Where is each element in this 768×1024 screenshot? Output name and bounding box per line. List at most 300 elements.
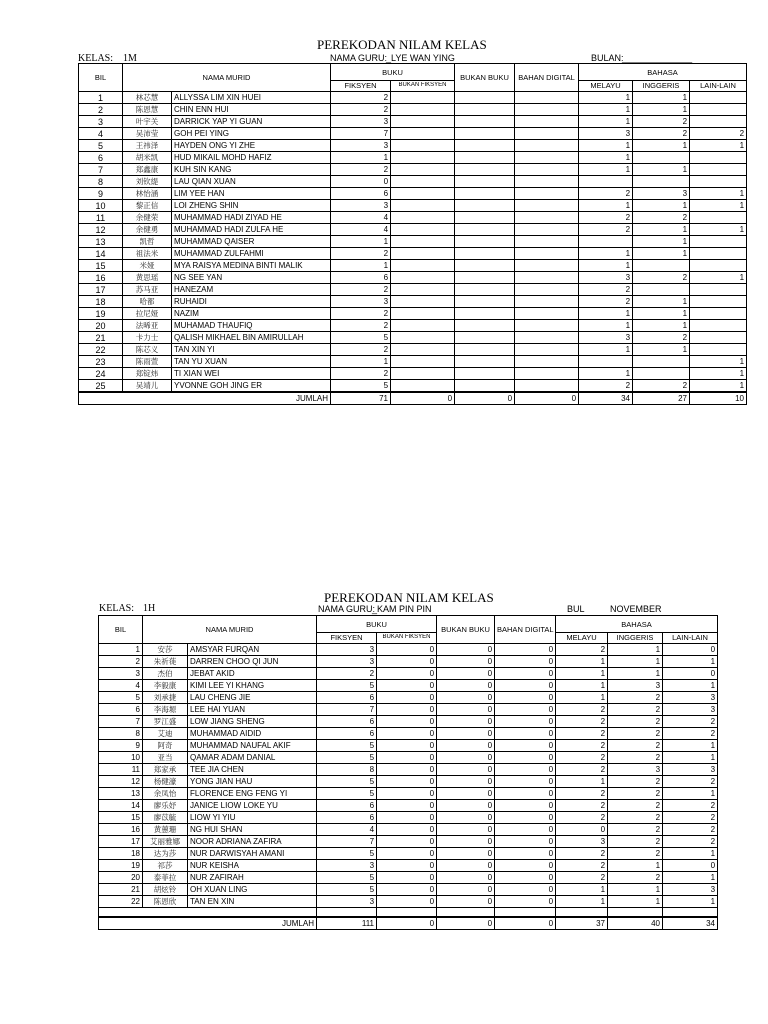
melayu-count: 2 [579, 380, 633, 393]
lain-lain-count [690, 308, 747, 320]
bukan-fiksyen-count [391, 308, 455, 320]
bukan-fiksyen-count: 0 [377, 680, 437, 692]
student-number: 3 [99, 668, 143, 680]
bahan-digital-count: 0 [495, 884, 556, 896]
bukan-fiksyen-count: 0 [377, 848, 437, 860]
guru-value: _LYE WAN YING [386, 53, 455, 63]
melayu-count: 2 [579, 224, 633, 236]
student-name: HUD MIKAIL MOHD HAFIZ [172, 152, 331, 164]
table-row [99, 752, 718, 764]
bukan-fiksyen-count [391, 140, 455, 152]
fiksyen-count: 6 [317, 800, 377, 812]
lain-lain-count: 2 [663, 824, 718, 836]
bahan-digital-count [515, 164, 579, 176]
student-number: 13 [79, 236, 123, 248]
melayu-count: 3 [556, 836, 608, 848]
student-number: 9 [99, 740, 143, 752]
total-bukan-fiksyen: 0 [377, 917, 437, 929]
bahan-digital-count [515, 296, 579, 308]
melayu-count: 2 [556, 752, 608, 764]
inggeris-count: 2 [633, 116, 690, 128]
total-melayu: 34 [579, 392, 633, 404]
bukan-fiksyen-count [391, 152, 455, 164]
lain-lain-count [690, 92, 747, 104]
student-chinese-name: 艾丽雅娜 [143, 836, 188, 848]
inggeris-count: 1 [633, 224, 690, 236]
inggeris-count: 3 [608, 680, 663, 692]
student-chinese-name: 泰菲拉 [143, 872, 188, 884]
melayu-count: 1 [579, 248, 633, 260]
bukan-buku-count [455, 332, 515, 344]
melayu-count: 1 [556, 668, 608, 680]
total-row [79, 392, 747, 404]
student-chinese-name: 安莎 [143, 644, 188, 656]
table-row [99, 788, 718, 800]
bahan-digital-count [515, 212, 579, 224]
student-chinese-name: 拉尼娅 [123, 308, 172, 320]
fiksyen-count: 2 [331, 368, 391, 380]
bahan-digital-count [515, 188, 579, 200]
student-name: LIOW YI YIU [188, 812, 317, 824]
lain-lain-count: 1 [663, 740, 718, 752]
student-chinese-name: 艾迪 [143, 728, 188, 740]
student-name: DARRICK YAP YI GUAN [172, 116, 331, 128]
inggeris-count: 1 [608, 860, 663, 872]
student-number: 12 [79, 224, 123, 236]
lain-lain-count: 1 [663, 848, 718, 860]
lain-lain-count [690, 212, 747, 224]
inggeris-count: 2 [633, 272, 690, 284]
student-name: NAZIM [172, 308, 331, 320]
lain-lain-count [690, 164, 747, 176]
table-row [99, 728, 718, 740]
inggeris-count: 2 [608, 728, 663, 740]
fiksyen-count: 5 [317, 740, 377, 752]
fiksyen-count: 5 [317, 872, 377, 884]
total-inggeris: 27 [633, 392, 690, 404]
student-number: 7 [99, 716, 143, 728]
student-rows [99, 644, 718, 908]
total-lain-lain: 10 [690, 392, 747, 404]
student-number: 19 [99, 860, 143, 872]
melayu-count: 1 [579, 320, 633, 332]
melayu-count: 0 [556, 824, 608, 836]
bukan-fiksyen-count [391, 92, 455, 104]
bukan-fiksyen-count [391, 188, 455, 200]
student-name: NUR DARWISYAH AMANI [188, 848, 317, 860]
nilam-table [78, 63, 747, 405]
melayu-count: 2 [556, 728, 608, 740]
bulan-label: BUL [567, 604, 585, 614]
bukan-fiksyen-count: 0 [377, 800, 437, 812]
student-number: 21 [99, 884, 143, 896]
bahan-digital-count: 0 [495, 788, 556, 800]
bukan-buku-count [455, 116, 515, 128]
lain-lain-count [690, 116, 747, 128]
fiksyen-count: 2 [331, 344, 391, 356]
lain-lain-count [690, 344, 747, 356]
student-number: 21 [79, 332, 123, 344]
melayu-count: 2 [556, 860, 608, 872]
bahan-digital-count: 0 [495, 692, 556, 704]
col-bahasa: BAHASA [579, 64, 747, 81]
lain-lain-count: 1 [690, 380, 747, 393]
table-row [79, 212, 747, 224]
bukan-fiksyen-count: 0 [377, 860, 437, 872]
melayu-count: 2 [579, 212, 633, 224]
bahan-digital-count: 0 [495, 896, 556, 908]
student-chinese-name: 米娅 [123, 260, 172, 272]
melayu-count: 2 [556, 704, 608, 716]
fiksyen-count: 7 [317, 704, 377, 716]
bahan-digital-count [515, 356, 579, 368]
bukan-fiksyen-count [391, 356, 455, 368]
lain-lain-count: 0 [663, 668, 718, 680]
bukan-buku-count: 0 [437, 656, 495, 668]
student-chinese-name: 朱祈蓰 [143, 656, 188, 668]
bukan-buku-count: 0 [437, 680, 495, 692]
bukan-fiksyen-count [391, 128, 455, 140]
table-row [79, 344, 747, 356]
total-label: JUMLAH [79, 392, 331, 404]
bukan-buku-count [455, 380, 515, 393]
student-number: 12 [99, 776, 143, 788]
bukan-fiksyen-count [391, 224, 455, 236]
inggeris-count [633, 260, 690, 272]
student-number: 14 [79, 248, 123, 260]
bukan-buku-count: 0 [437, 740, 495, 752]
bukan-fiksyen-count: 0 [377, 656, 437, 668]
fiksyen-count: 2 [331, 92, 391, 104]
bahan-digital-count: 0 [495, 848, 556, 860]
table-row [99, 836, 718, 848]
table-row [99, 668, 718, 680]
student-number: 15 [79, 260, 123, 272]
inggeris-count: 2 [608, 716, 663, 728]
student-number: 3 [79, 116, 123, 128]
student-number: 10 [79, 200, 123, 212]
kelas-value: 1M [123, 53, 137, 64]
fiksyen-count: 5 [317, 848, 377, 860]
student-rows [79, 92, 747, 393]
col-lain-lain: LAIN-LAIN [690, 81, 747, 92]
student-chinese-name: 刘承捷 [143, 692, 188, 704]
melayu-count: 3 [579, 272, 633, 284]
fiksyen-count: 6 [331, 188, 391, 200]
table-row [79, 140, 747, 152]
fiksyen-count: 4 [331, 212, 391, 224]
total-bukan-buku: 0 [437, 917, 495, 929]
student-name: YONG JIAN HAU [188, 776, 317, 788]
bukan-buku-count [455, 104, 515, 116]
bahan-digital-count [515, 344, 579, 356]
student-number: 14 [99, 800, 143, 812]
student-name: LOW JIANG SHENG [188, 716, 317, 728]
inggeris-count: 2 [608, 776, 663, 788]
col-bukan-fiksyen: BUKAN FIKSYEN [377, 633, 437, 644]
bukan-fiksyen-count: 0 [377, 824, 437, 836]
table-row [79, 356, 747, 368]
student-number: 15 [99, 812, 143, 824]
student-name: MUHAMMAD QAISER [172, 236, 331, 248]
bahan-digital-count: 0 [495, 872, 556, 884]
student-name: QALISH MIKHAEL BIN AMIRULLAH [172, 332, 331, 344]
bukan-fiksyen-count [391, 212, 455, 224]
inggeris-count: 1 [608, 644, 663, 656]
table-row [79, 152, 747, 164]
fiksyen-count: 2 [331, 320, 391, 332]
table-row [99, 692, 718, 704]
bukan-buku-count [455, 128, 515, 140]
bahan-digital-count: 0 [495, 704, 556, 716]
melayu-count: 1 [579, 308, 633, 320]
bukan-buku-count: 0 [437, 692, 495, 704]
guru-label: NAMA GURU: [330, 53, 388, 63]
student-number: 8 [99, 728, 143, 740]
table-row [99, 884, 718, 896]
student-number: 19 [79, 308, 123, 320]
bukan-fiksyen-count [391, 248, 455, 260]
table-row [99, 848, 718, 860]
student-name: JEBAT AKID [188, 668, 317, 680]
bukan-fiksyen-count [391, 236, 455, 248]
bukan-fiksyen-count: 0 [377, 776, 437, 788]
nilam-table [98, 615, 718, 930]
bukan-fiksyen-count [391, 164, 455, 176]
lain-lain-count: 1 [663, 752, 718, 764]
bukan-buku-count [455, 368, 515, 380]
student-number: 22 [79, 344, 123, 356]
melayu-count: 1 [579, 260, 633, 272]
student-chinese-name: 刘钦缇 [123, 176, 172, 188]
bukan-buku-count [455, 224, 515, 236]
bukan-buku-count: 0 [437, 788, 495, 800]
bahan-digital-count [515, 260, 579, 272]
student-number: 6 [79, 152, 123, 164]
student-number: 1 [79, 92, 123, 104]
lain-lain-count [690, 152, 747, 164]
bukan-fiksyen-count [391, 200, 455, 212]
bukan-buku-count: 0 [437, 812, 495, 824]
bukan-buku-count [455, 308, 515, 320]
inggeris-count: 2 [608, 812, 663, 824]
bahan-digital-count [515, 272, 579, 284]
bukan-fiksyen-count: 0 [377, 788, 437, 800]
bukan-fiksyen-count: 0 [377, 896, 437, 908]
bahan-digital-count: 0 [495, 668, 556, 680]
bukan-fiksyen-count: 0 [377, 692, 437, 704]
bahan-digital-count: 0 [495, 644, 556, 656]
student-number: 5 [79, 140, 123, 152]
bukan-fiksyen-count: 0 [377, 812, 437, 824]
student-number: 18 [99, 848, 143, 860]
melayu-count: 2 [556, 764, 608, 776]
bukan-fiksyen-count: 0 [377, 836, 437, 848]
student-name: HAYDEN ONG YI ZHE [172, 140, 331, 152]
bukan-fiksyen-count [391, 332, 455, 344]
student-name: FLORENCE ENG FENG YI [188, 788, 317, 800]
student-chinese-name: 李毅康 [143, 680, 188, 692]
table-row [79, 236, 747, 248]
fiksyen-count: 2 [317, 668, 377, 680]
bahan-digital-count [515, 152, 579, 164]
sheet-title: PEREKODAN NILAM KELAS [317, 37, 487, 52]
student-name: TAN YU XUAN [172, 356, 331, 368]
table-row [79, 272, 747, 284]
table-row [99, 656, 718, 668]
student-chinese-name: 罗江盛 [143, 716, 188, 728]
inggeris-count: 1 [608, 896, 663, 908]
col-bukan-buku: BUKAN BUKU [437, 616, 495, 644]
melayu-count [579, 356, 633, 368]
fiksyen-count: 4 [331, 224, 391, 236]
fiksyen-count: 6 [317, 716, 377, 728]
student-number: 4 [99, 680, 143, 692]
melayu-count: 1 [579, 200, 633, 212]
student-chinese-name: 廖苡毓 [143, 812, 188, 824]
bukan-buku-count: 0 [437, 716, 495, 728]
bukan-buku-count: 0 [437, 668, 495, 680]
student-chinese-name: 李海塬 [143, 704, 188, 716]
bukan-fiksyen-count: 0 [377, 884, 437, 896]
bahan-digital-count: 0 [495, 764, 556, 776]
student-name: LEE HAI YUAN [188, 704, 317, 716]
melayu-count: 2 [579, 296, 633, 308]
col-bil: BIL [99, 616, 143, 644]
lain-lain-count: 1 [690, 188, 747, 200]
inggeris-count: 2 [608, 752, 663, 764]
fiksyen-count: 2 [331, 164, 391, 176]
bukan-buku-count [455, 140, 515, 152]
inggeris-count: 3 [608, 764, 663, 776]
student-name: JANICE LIOW LOKE YU [188, 800, 317, 812]
lain-lain-count: 1 [690, 356, 747, 368]
inggeris-count: 3 [633, 188, 690, 200]
bahan-digital-count: 0 [495, 836, 556, 848]
lain-lain-count: 1 [690, 140, 747, 152]
bukan-fiksyen-count: 0 [377, 704, 437, 716]
student-chinese-name: 杰伯 [143, 668, 188, 680]
bukan-buku-count: 0 [437, 704, 495, 716]
student-number: 23 [79, 356, 123, 368]
bahan-digital-count [515, 320, 579, 332]
bukan-fiksyen-count: 0 [377, 752, 437, 764]
bukan-fiksyen-count [391, 296, 455, 308]
bukan-buku-count [455, 296, 515, 308]
bahan-digital-count [515, 332, 579, 344]
bukan-buku-count [455, 356, 515, 368]
student-name: MUHAMAD THAUFIQ [172, 320, 331, 332]
col-bahasa: BAHASA [556, 616, 718, 633]
bahan-digital-count: 0 [495, 728, 556, 740]
student-chinese-name: 郑家承 [143, 764, 188, 776]
bulan-label: BULAN: [591, 53, 624, 63]
bukan-buku-count: 0 [437, 872, 495, 884]
table-row [99, 776, 718, 788]
melayu-count: 1 [579, 116, 633, 128]
student-name: YVONNE GOH JING ER [172, 380, 331, 393]
student-chinese-name: 陈恩欣 [143, 896, 188, 908]
lain-lain-count: 1 [663, 680, 718, 692]
student-number: 24 [79, 368, 123, 380]
student-number: 9 [79, 188, 123, 200]
melayu-count: 2 [556, 812, 608, 824]
inggeris-count: 2 [608, 788, 663, 800]
fiksyen-count: 6 [317, 728, 377, 740]
bukan-buku-count [455, 272, 515, 284]
student-name: LIM YEE HAN [172, 188, 331, 200]
student-chinese-name: 法晞亚 [123, 320, 172, 332]
table-row [99, 872, 718, 884]
fiksyen-count: 5 [331, 380, 391, 393]
student-chinese-name: 黄蕙珊 [143, 824, 188, 836]
lain-lain-count: 1 [690, 368, 747, 380]
bukan-fiksyen-count: 0 [377, 740, 437, 752]
bukan-fiksyen-count: 0 [377, 728, 437, 740]
lain-lain-count [690, 332, 747, 344]
bukan-fiksyen-count [391, 104, 455, 116]
bukan-buku-count: 0 [437, 728, 495, 740]
bulan-value: NOVEMBER [610, 604, 662, 614]
lain-lain-count: 1 [690, 272, 747, 284]
table-row [99, 704, 718, 716]
student-chinese-name: 阿奇 [143, 740, 188, 752]
student-name: ALLYSSA LIM XIN HUEI [172, 92, 331, 104]
guru-label: NAMA GURU: [318, 604, 376, 614]
bahan-digital-count [515, 368, 579, 380]
fiksyen-count: 2 [331, 248, 391, 260]
bukan-fiksyen-count [391, 344, 455, 356]
lain-lain-count [690, 176, 747, 188]
table-row [79, 224, 747, 236]
table-row [79, 248, 747, 260]
student-name: TAN XIN YI [172, 344, 331, 356]
lain-lain-count: 3 [663, 764, 718, 776]
inggeris-count: 2 [633, 380, 690, 393]
col-nama-murid: NAMA MURID [123, 64, 331, 92]
bukan-fiksyen-count: 0 [377, 716, 437, 728]
fiksyen-count: 1 [331, 260, 391, 272]
bahan-digital-count [515, 200, 579, 212]
fiksyen-count: 5 [331, 332, 391, 344]
student-number: 7 [79, 164, 123, 176]
bahan-digital-count [515, 284, 579, 296]
bahan-digital-count: 0 [495, 800, 556, 812]
inggeris-count: 2 [608, 872, 663, 884]
bukan-fiksyen-count [391, 320, 455, 332]
student-name: DARREN CHOO QI JUN [188, 656, 317, 668]
student-number: 16 [79, 272, 123, 284]
fiksyen-count: 3 [317, 644, 377, 656]
student-number: 11 [79, 212, 123, 224]
student-number: 2 [99, 656, 143, 668]
inggeris-count: 2 [633, 128, 690, 140]
kelas-label: KELAS: [99, 603, 134, 614]
table-row [99, 896, 718, 908]
student-chinese-name: 王祎泽 [123, 140, 172, 152]
bukan-fiksyen-count: 0 [377, 872, 437, 884]
lain-lain-count: 1 [690, 200, 747, 212]
lain-lain-count [690, 296, 747, 308]
fiksyen-count: 7 [317, 836, 377, 848]
inggeris-count: 2 [608, 824, 663, 836]
table-row [79, 308, 747, 320]
fiksyen-count: 3 [331, 140, 391, 152]
table-row [79, 332, 747, 344]
bukan-buku-count [455, 92, 515, 104]
bukan-buku-count [455, 260, 515, 272]
inggeris-count: 2 [633, 212, 690, 224]
